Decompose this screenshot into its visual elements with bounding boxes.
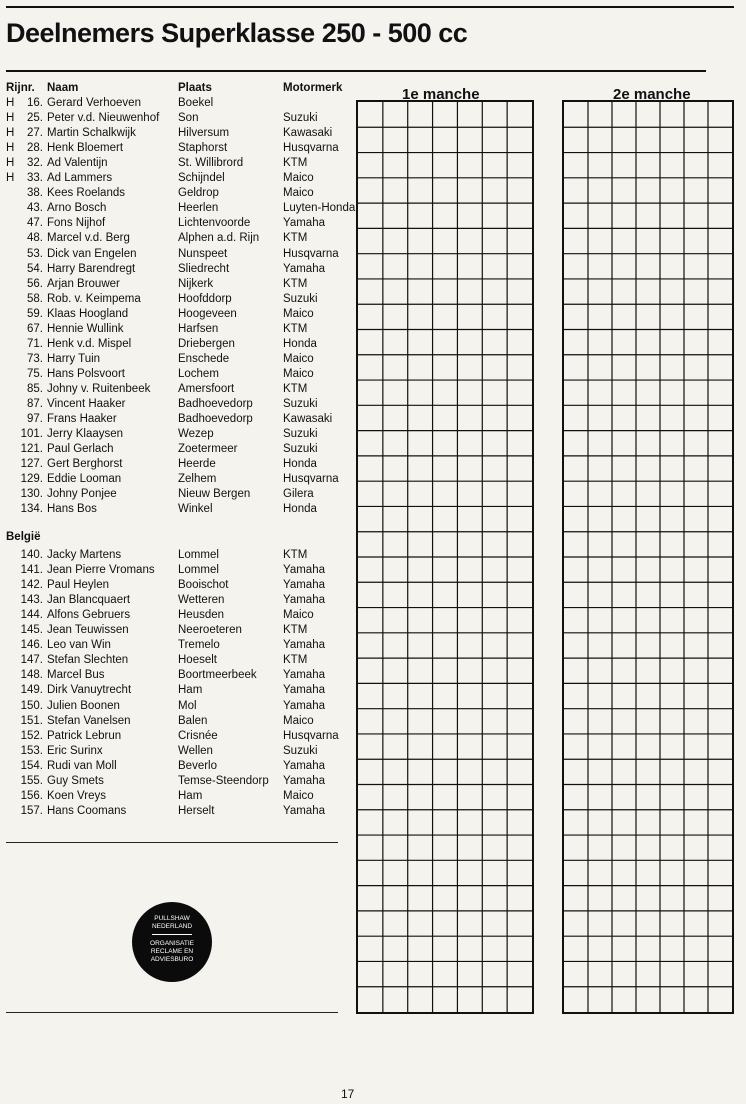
rider-brand: Maico (283, 714, 314, 727)
rider-row (0, 171, 350, 186)
footer-rule-top (6, 842, 338, 843)
rider-row (0, 231, 350, 246)
rider-row (0, 593, 350, 608)
rider-number: 59. (27, 307, 43, 320)
rider-place: Crisnée (178, 729, 218, 742)
rider-number: 145. (20, 624, 43, 637)
rider-number: 150. (20, 699, 43, 712)
rider-row (0, 111, 350, 126)
rider-number: 47. (27, 217, 43, 230)
rider-brand: KTM (283, 654, 308, 667)
rider-name: Johny Ponjee (47, 488, 117, 501)
rider-name: Marcel Bus (47, 669, 105, 682)
rider-brand: Yamaha (283, 639, 325, 652)
rider-row (0, 277, 350, 292)
rider-brand: KTM (283, 277, 308, 290)
rider-brand: Yamaha (283, 579, 325, 592)
rider-number: 32. (27, 157, 43, 170)
rider-number: 87. (27, 398, 43, 410)
rider-place: Nijkerk (178, 277, 214, 290)
rider-name: Jacky Martens (47, 549, 122, 561)
rider-row (0, 307, 350, 322)
rider-number: 147. (20, 654, 43, 667)
rider-place: Heerde (178, 458, 216, 471)
rider-brand: Yamaha (283, 774, 325, 787)
rider-name: Koen Vreys (47, 789, 107, 802)
rider-row (0, 442, 350, 457)
rider-number: 101. (20, 428, 43, 441)
rider-name: Leo van Win (47, 639, 111, 652)
header-brand: Motormerk (283, 82, 343, 94)
rider-row (0, 201, 356, 216)
rider-number: 129. (20, 473, 43, 486)
rider-place: Hoofddorp (178, 292, 232, 305)
rider-name: Ad Lammers (47, 172, 113, 185)
rider-name: Hans Polsvoort (47, 367, 125, 380)
rider-name: Gert Berghorst (47, 458, 123, 471)
rider-home-marker: H (6, 112, 15, 125)
manche-2-score-grid (562, 100, 734, 1014)
title-rule (6, 70, 706, 72)
rider-place: Zoetermeer (178, 443, 238, 456)
rider-row (0, 578, 350, 593)
rider-number: 134. (20, 503, 43, 516)
rider-row (0, 427, 350, 442)
rider-home-marker: H (6, 142, 15, 155)
rider-brand: Yamaha (283, 804, 325, 817)
rider-name: Dirk Vanuytrecht (47, 684, 132, 697)
rider-name: Harry Barendregt (47, 262, 136, 275)
rider-name: Harry Tuin (47, 352, 101, 365)
page-number: 17 (341, 1087, 355, 1101)
rider-number: 155. (20, 774, 43, 787)
rider-name: Rob. v. Keimpema (47, 292, 141, 305)
rider-name: Gerard Verhoeven (47, 97, 141, 109)
rider-place: Lichtenvoorde (178, 217, 251, 230)
rider-name: Jean Pierre Vromans (47, 564, 155, 577)
rider-number: 130. (20, 488, 43, 501)
rider-name: Ad Valentijn (47, 157, 108, 170)
rider-name: Guy Smets (47, 774, 104, 787)
rider-number: 75. (27, 367, 43, 380)
rider-place: Lochem (178, 367, 219, 380)
rider-brand: Suzuki (283, 443, 318, 456)
rider-number: 43. (27, 202, 43, 215)
rider-brand: Yamaha (283, 669, 325, 682)
rider-row (0, 789, 350, 804)
rider-name: Vincent Haaker (47, 398, 126, 410)
rider-place: Zelhem (178, 473, 217, 486)
rider-name: Jan Blancquaert (47, 594, 131, 607)
rider-name: Henk v.d. Mispel (47, 337, 132, 350)
rider-number: 97. (27, 413, 43, 426)
rider-name: Marcel v.d. Berg (47, 232, 130, 245)
page-title: Deelnemers Superklasse 250 - 500 cc (6, 18, 468, 48)
logo-line-4: RECLAME EN (150, 948, 194, 955)
rider-number: 151. (20, 714, 43, 727)
rider-number: 56. (27, 277, 43, 290)
rider-place: Hilversum (178, 127, 230, 140)
rider-place: Heerlen (178, 202, 219, 215)
rider-row (0, 759, 350, 774)
rider-home-marker: H (6, 157, 15, 170)
rider-home-marker: H (6, 172, 15, 185)
rider-place: Booischot (178, 579, 229, 592)
rider-row (0, 699, 350, 714)
rider-row (0, 96, 350, 111)
rider-brand: Honda (283, 337, 317, 350)
footer-rule-bottom (6, 1012, 338, 1013)
rider-number: 85. (27, 382, 43, 395)
rider-name: Alfons Gebruers (47, 609, 131, 622)
rider-number: 157. (20, 804, 43, 817)
rider-name: Eric Surinx (47, 744, 103, 757)
rider-place: Amersfoort (178, 382, 235, 395)
rider-number: 127. (20, 458, 43, 471)
rider-name: Jerry Klaaysen (47, 428, 124, 441)
pullshaw-logo (132, 902, 212, 982)
rider-brand: Kawasaki (283, 413, 333, 426)
rider-place: Tremelo (178, 639, 220, 652)
rider-brand: Suzuki (283, 112, 318, 125)
rider-brand: KTM (283, 157, 308, 170)
rider-brand: Yamaha (283, 564, 325, 577)
rider-number: 16. (27, 97, 43, 109)
rider-number: 33. (27, 172, 43, 185)
rider-brand: Maico (283, 187, 314, 200)
rider-row (0, 653, 350, 668)
rider-home-marker: H (6, 97, 15, 109)
rider-brand: Maico (283, 367, 314, 380)
rider-place: Wetteren (178, 594, 225, 607)
rider-number: 67. (27, 322, 43, 335)
top-rule (6, 6, 734, 8)
rider-brand: Maico (283, 352, 314, 365)
rider-name: Eddie Looman (47, 473, 122, 486)
rider-name: Patrick Lebrun (47, 729, 122, 742)
logo-line-5: ADVIESBURO (150, 956, 194, 963)
rider-number: 144. (20, 609, 43, 622)
rider-place: Staphorst (178, 142, 228, 155)
rider-brand: KTM (283, 549, 308, 561)
rider-number: 149. (20, 684, 43, 697)
rider-place: Wellen (178, 744, 213, 757)
rider-name: Hans Coomans (47, 804, 127, 817)
rider-brand: Luyten-Honda (283, 202, 356, 215)
rider-number: 58. (27, 292, 43, 305)
rider-place: Mol (178, 699, 197, 712)
rider-name: Paul Gerlach (47, 443, 114, 456)
rider-row (0, 367, 350, 382)
rider-name: Klaas Hoogland (47, 307, 129, 320)
logo-line-3: ORGANISATIE (150, 940, 194, 947)
rider-brand: Husqvarna (283, 729, 339, 742)
rider-row (0, 729, 350, 744)
rider-number: 53. (27, 247, 43, 260)
rider-name: Dick van Engelen (47, 247, 137, 260)
rider-row (0, 247, 350, 262)
rider-row (0, 623, 350, 638)
rider-number: 48. (27, 232, 43, 245)
rider-place: Ham (178, 684, 203, 697)
rider-place: Boortmeerbeek (178, 669, 257, 682)
rider-name: Hennie Wullink (47, 322, 124, 335)
rider-place: Nunspeet (178, 247, 228, 260)
rider-place: Hoeselt (178, 654, 217, 667)
rider-row (0, 292, 350, 307)
rider-number: 27. (27, 127, 43, 140)
rider-row (0, 216, 350, 231)
rider-brand: Yamaha (283, 594, 325, 607)
rider-number: 140. (20, 549, 43, 561)
rider-place: Schijndel (178, 172, 225, 185)
rider-number: 153. (20, 744, 43, 757)
rider-name: Julien Boonen (47, 699, 120, 712)
rider-place: Lommel (178, 564, 219, 577)
rider-row (0, 714, 350, 729)
rider-name: Arno Bosch (47, 202, 107, 215)
header-rider-number: Rijnr. (6, 82, 35, 94)
rider-place: Heusden (178, 609, 225, 622)
rider-brand: Honda (283, 503, 317, 516)
rider-name: Stefan Slechten (47, 654, 129, 667)
rider-brand: Gilera (283, 488, 314, 501)
rider-place: Son (178, 112, 199, 125)
rider-row (0, 262, 350, 277)
rider-place: Harfsen (178, 322, 219, 335)
section-label-belgie: België (6, 531, 41, 543)
rider-name: Arjan Brouwer (47, 277, 120, 290)
rider-row (0, 563, 350, 578)
rider-home-marker: H (6, 127, 15, 140)
rider-row (0, 774, 350, 789)
rider-number: 38. (27, 187, 43, 200)
rider-brand: KTM (283, 232, 308, 245)
rider-number: 143. (20, 594, 43, 607)
rider-number: 28. (27, 142, 43, 155)
rider-name: Henk Bloemert (47, 142, 124, 155)
rider-name: Stefan Vanelsen (47, 714, 131, 727)
rider-number: 71. (27, 337, 43, 350)
rider-number: 148. (20, 669, 43, 682)
rider-brand: Yamaha (283, 759, 325, 772)
rider-brand: Husqvarna (283, 473, 339, 486)
rider-name: Hans Bos (47, 503, 97, 516)
rider-place: Winkel (178, 503, 213, 516)
rider-place: Temse-Steendorp (178, 774, 269, 787)
rider-brand: Maico (283, 172, 314, 185)
rider-place: Ham (178, 789, 203, 802)
rider-place: Lommel (178, 549, 219, 561)
rider-brand: Yamaha (283, 699, 325, 712)
rider-number: 141. (20, 564, 43, 577)
rider-row (0, 141, 350, 156)
rider-number: 142. (20, 579, 43, 592)
manche-1-score-grid (356, 100, 534, 1014)
rider-brand: Yamaha (283, 684, 325, 697)
rider-row (0, 457, 350, 472)
rider-name: Jean Teuwissen (47, 624, 129, 637)
rider-number: 73. (27, 352, 43, 365)
rider-brand: Maico (283, 609, 314, 622)
rider-row (0, 352, 350, 367)
rider-number: 25. (27, 112, 43, 125)
header-place: Plaats (178, 82, 212, 94)
logo-line-1: PULLSHAW (154, 915, 190, 922)
rider-place: Hoogeveen (178, 307, 237, 320)
rider-number: 152. (20, 729, 43, 742)
rider-row (0, 412, 350, 427)
rider-place: Geldrop (178, 187, 219, 200)
rider-row (0, 683, 350, 698)
rider-row (0, 804, 350, 819)
rider-row (0, 472, 350, 487)
rider-place: Wezep (178, 428, 214, 441)
rider-name: Paul Heylen (47, 579, 110, 592)
rider-brand: Maico (283, 307, 314, 320)
rider-brand: Husqvarna (283, 142, 339, 155)
rider-brand: Suzuki (283, 292, 318, 305)
rider-number: 154. (20, 759, 43, 772)
manche-1-title: 1e manche (402, 86, 480, 103)
rider-row (0, 126, 350, 141)
rider-brand: Kawasaki (283, 127, 333, 140)
rider-brand: Maico (283, 789, 314, 802)
rider-number: 156. (20, 789, 43, 802)
rider-name: Peter v.d. Nieuwenhof (47, 112, 160, 125)
rider-name: Kees Roelands (47, 187, 125, 200)
rider-brand: Honda (283, 458, 317, 471)
rider-place: Sliedrecht (178, 262, 230, 275)
logo-divider (152, 934, 192, 935)
rider-place: St. Willibrord (178, 157, 244, 170)
rider-row (0, 382, 350, 397)
rider-place: Boekel (178, 97, 214, 109)
rider-place: Herselt (178, 804, 215, 817)
rider-place: Balen (178, 714, 208, 727)
rider-brand: Yamaha (283, 262, 325, 275)
rider-row (0, 502, 350, 517)
rider-brand: KTM (283, 322, 308, 335)
rider-place: Badhoevedorp (178, 413, 253, 426)
rider-place: Neeroeteren (178, 624, 242, 637)
rider-place: Driebergen (178, 337, 235, 350)
rider-brand: Suzuki (283, 398, 318, 410)
rider-brand: Suzuki (283, 428, 318, 441)
rider-row (0, 156, 350, 171)
rider-row (0, 322, 350, 337)
header-name: Naam (47, 82, 79, 94)
rider-name: Fons Nijhof (47, 217, 106, 230)
rider-row (0, 744, 350, 759)
rider-brand: KTM (283, 382, 308, 395)
rider-name: Martin Schalkwijk (47, 127, 136, 140)
rider-place: Enschede (178, 352, 230, 365)
rider-row (0, 186, 350, 201)
manche-2-title: 2e manche (613, 86, 691, 103)
rider-name: Rudi van Moll (47, 759, 117, 772)
rider-number: 54. (27, 262, 43, 275)
rider-row (0, 548, 350, 563)
rider-brand: Husqvarna (283, 247, 339, 260)
rider-name: Frans Haaker (47, 413, 117, 426)
rider-row (0, 337, 350, 352)
rider-row (0, 608, 350, 623)
rider-brand: Suzuki (283, 744, 318, 757)
rider-name: Johny v. Ruitenbeek (47, 382, 151, 395)
rider-row (0, 668, 350, 683)
rider-row (0, 397, 350, 412)
rider-brand: Yamaha (283, 217, 325, 230)
rider-place: Beverlo (178, 759, 217, 772)
rider-row (0, 487, 350, 502)
rider-number: 146. (20, 639, 43, 652)
rider-place: Nieuw Bergen (178, 488, 251, 501)
rider-brand: KTM (283, 624, 308, 637)
rider-number: 121. (20, 443, 43, 456)
rider-row (0, 638, 350, 653)
rider-place: Alphen a.d. Rijn (178, 232, 260, 245)
logo-line-2: NEDERLAND (151, 923, 193, 930)
rider-place: Badhoevedorp (178, 398, 253, 410)
